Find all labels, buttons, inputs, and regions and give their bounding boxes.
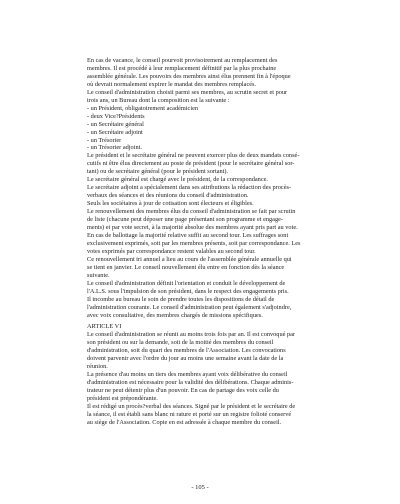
text-line: trois ans, un Bureau dont la composition est la suivante : bbox=[87, 96, 230, 104]
text-line: président est prépondérante. bbox=[87, 395, 158, 403]
text-line: réunion. bbox=[87, 363, 108, 371]
article-heading: ARTICLE VI bbox=[87, 323, 122, 331]
text-line: avec voix consultative, des membres chargés de missions spécifiques. bbox=[87, 311, 263, 319]
article-vi-text-block bbox=[87, 331, 323, 426]
text-line: tant) ou de secrétaire général (pour le président sortant). bbox=[87, 168, 229, 176]
text-line: Le conseil d'administration définit l'orientation et conduit le développement de bbox=[87, 279, 286, 287]
text-line: En cas de ballottage la majorité relative suffit au second tour. Les suffrages sont bbox=[87, 231, 289, 239]
text-line: Ce renouvellement tri annuel a lieu au cours de l'assemblée générale annuelle qui bbox=[87, 255, 292, 263]
text-line: la séance, il est établi sans blanc ni rature et porté sur un registre folioté conservé bbox=[87, 410, 292, 418]
text-line: Le renouvellement des membres élus du conseil d'administration se fait par scrutin bbox=[87, 208, 296, 216]
text-line: Le secrétaire général est chargé avec le président, de la correspondance. bbox=[87, 176, 268, 184]
text-line: Le conseil d'administration choisit parmi ses membres, au scrutin secret et pour bbox=[87, 88, 288, 96]
text-line: verbaux des séances et des réunions du conseil d'administration. bbox=[87, 192, 249, 200]
text-line: - un Secrétaire adjoint bbox=[87, 128, 143, 136]
text-line: - un Président, obligatoirement académicien bbox=[87, 104, 199, 112]
text-line: l'administration courante. Le conseil d'administration peut également s'adjoindre, bbox=[87, 303, 292, 311]
document-body bbox=[87, 57, 323, 427]
text-line: doivent parvenir avec l'ordre du jour au moins une semaine avant la date de la bbox=[87, 355, 284, 363]
text-line: de liste (chacune peut déposer une page présentant son programme et engage- bbox=[87, 216, 283, 224]
text-line: Le conseil d'administration se réunit au moins trois fois par an. Il est convoqué par bbox=[87, 331, 296, 339]
text-line: exclusivement exprimés, soit par les membres présents, soit par correspondance. Les bbox=[87, 239, 301, 247]
text-line: se tient en janvier. Le conseil nouvellement élu entre en fonction dès la séance bbox=[87, 263, 285, 271]
text-line: Il incombe au bureau le soin de prendre toutes les dispositions de détail de bbox=[87, 295, 275, 303]
text-line: - deux Vice?Présidents bbox=[87, 112, 145, 120]
text-line: où devrait normalement expirer le mandat des membres remplacés. bbox=[87, 80, 257, 88]
text-line: assemblée générale. Les pouvoirs des membres ainsi élus prennent fin à l'époque bbox=[87, 72, 291, 80]
text-line: Le président et le secrétaire général ne peuvent exercer plus de deux mandats consé- bbox=[87, 152, 300, 160]
text-line: Seuls les sociétaires à jour de cotisation sont électeurs et éligibles. bbox=[87, 200, 254, 208]
text-line: - un Secrétaire général bbox=[87, 120, 144, 128]
text-line: trateur ne peut détenir plus d'un pouvoir. En cas de partage des voix celle du bbox=[87, 387, 279, 395]
text-line: d'administration, soit du quart des membres de l'Association. Les convocations bbox=[87, 347, 286, 355]
text-line: d'administration est nécessaire pour la validité des délibérations. Chaque adminis- bbox=[87, 379, 294, 387]
text-line: La présence d'au moins un tiers des membres ayant voix délibérative du conseil bbox=[87, 371, 288, 379]
text-line: au siège de l'Association. Copie en est adressée à chaque membre du conseil. bbox=[87, 418, 282, 426]
text-line: l'A.L.S. sous l'impulsion de son président, dans le respect des engagements pris. bbox=[87, 287, 289, 295]
text-line: son président ou sur la demande, soit de la moitié des membres du conseil bbox=[87, 339, 274, 347]
text-line: - un Trésorier bbox=[87, 136, 122, 144]
page-number: - 105 - bbox=[191, 484, 209, 491]
text-line: votes exprimés par correspondance restent valables au second tour. bbox=[87, 247, 256, 255]
text-line: En cas de vacance, le conseil pourvoit provisoirement au remplacement des bbox=[87, 57, 278, 64]
text-line: Le secrétaire adjoint a spécialement dans ses attributions la rédaction des procès- bbox=[87, 184, 292, 192]
text-line: Il est rédigé un procès?verbal des séances. Signé par le président et le secrétaire de bbox=[87, 402, 296, 410]
text-line: suivante. bbox=[87, 271, 110, 279]
articles-text-block bbox=[87, 57, 323, 319]
text-line: - un Trésorier adjoint. bbox=[87, 144, 142, 152]
text-line: cutifs ni être élus directement au poste de président (pour le secrétaire général sor- bbox=[87, 160, 295, 168]
text-line: ments) et par vote secret, à la majorité absolue des membres ayant pris part au vote. bbox=[87, 224, 298, 232]
text-line: membres. Il est procédé à leur remplacement définitif par la plus prochaine bbox=[87, 64, 277, 72]
